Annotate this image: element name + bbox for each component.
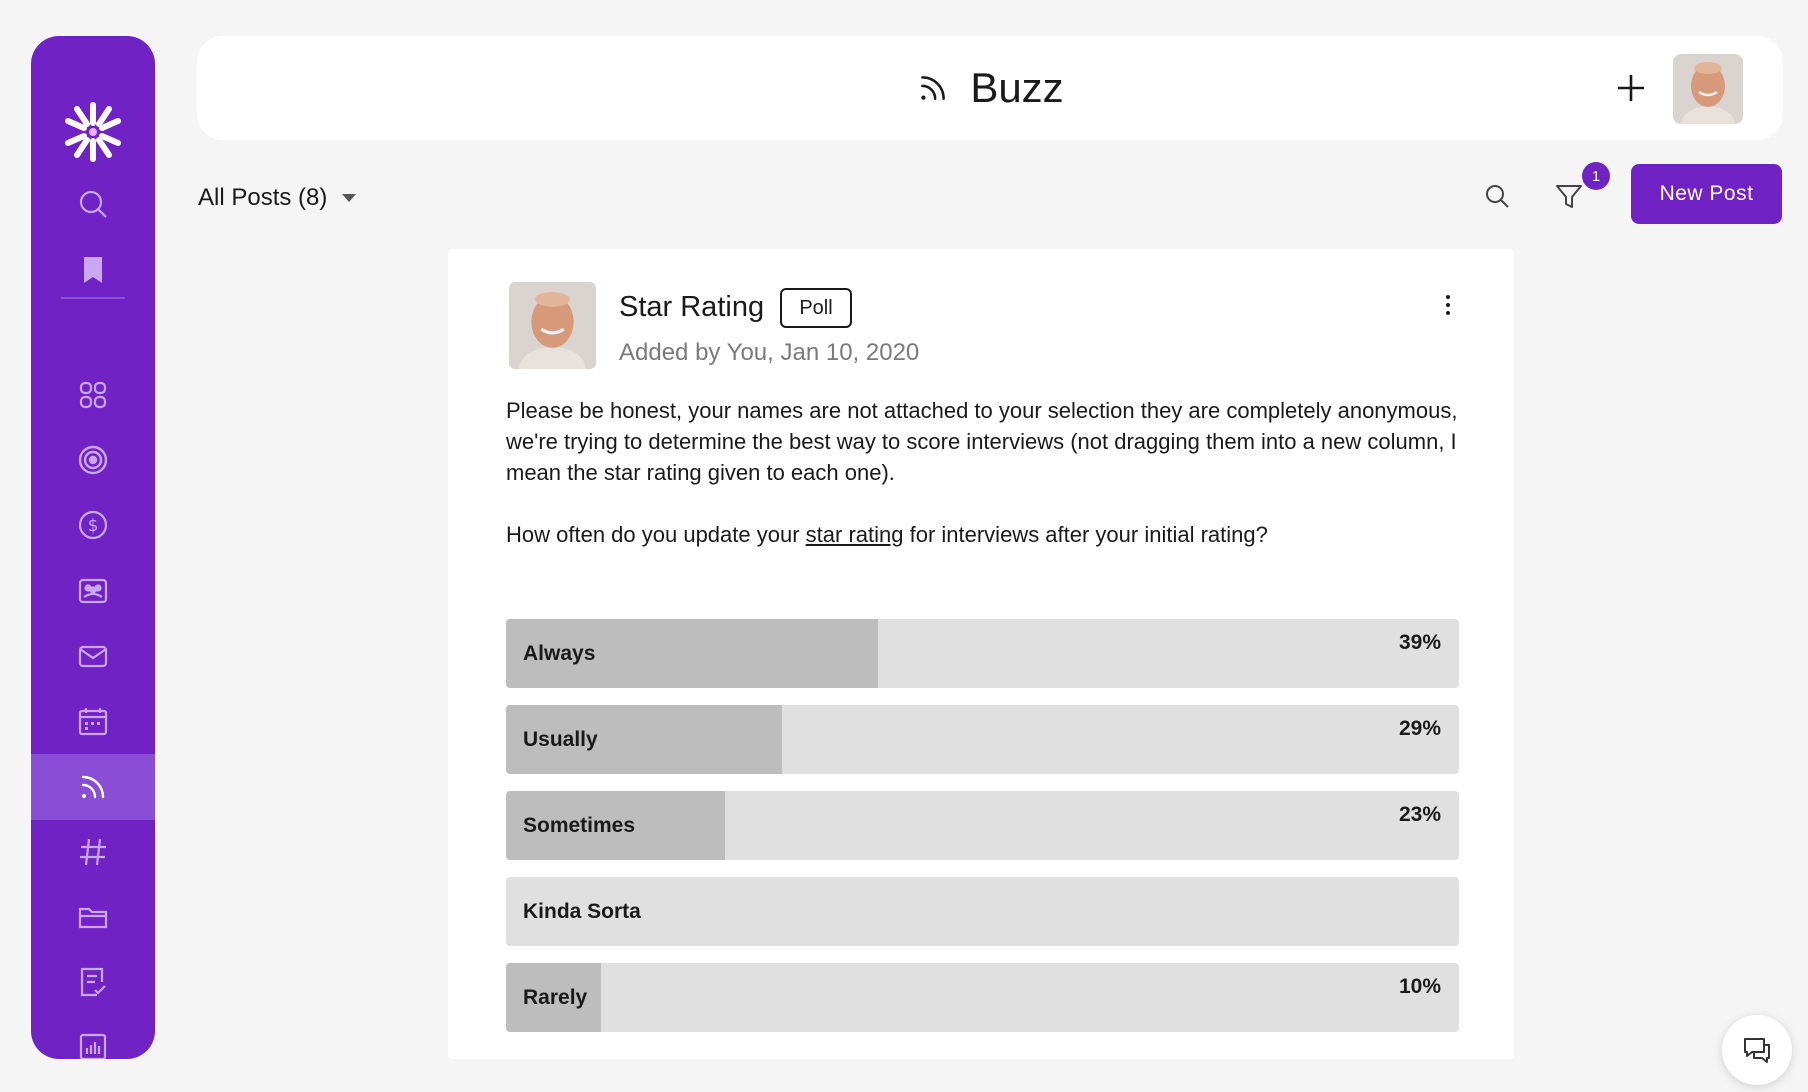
sidebar-item-mail[interactable] [31,624,155,688]
app-logo-icon [60,99,126,165]
sidebar-item-tasks[interactable] [31,950,155,1014]
sidebar-item-search[interactable] [31,172,155,236]
post-body: Please be honest, your names are not attached to your selection they are completely anonymous, we're trying to determine the best way to score interviews (not dragging them into a new column, I mean the star rating given to each one). [506,398,1458,485]
sidebar-divider [61,297,125,299]
more-dot [1446,295,1450,299]
bar-chart-icon [77,1031,109,1059]
svg-text:$: $ [87,516,99,536]
poll-option-label: Kinda Sorta [523,899,641,923]
poll-badge: Poll [780,288,852,328]
more-dot [1446,311,1450,315]
sidebar-item-deals[interactable] [31,493,155,557]
checklist-icon [77,966,109,998]
user-avatar[interactable] [1673,54,1743,124]
more-options-button[interactable] [1438,287,1458,323]
folder-icon [77,901,109,933]
post-author-avatar[interactable] [509,282,596,369]
plus-icon [1616,73,1646,103]
poll-option-label: Rarely [523,985,588,1009]
add-button[interactable] [1607,64,1655,112]
sidebar-item-goals[interactable] [31,428,155,492]
poll-question [506,519,1466,550]
sidebar-item-calendar[interactable] [31,689,155,753]
poll-question-prefix: How often do you update your [506,522,806,547]
sidebar-item-channels[interactable] [31,820,155,884]
sidebar [31,36,155,1059]
people-card-icon [77,575,109,607]
poll-option-percent: 29% [1398,717,1441,740]
poll-option-label: Always [523,641,596,665]
posts-filter-label: All Posts (8) [198,184,328,211]
target-icon [77,444,109,476]
new-post-button[interactable]: New Post [1631,164,1782,224]
poll-option[interactable] [506,877,1459,946]
sidebar-item-contacts[interactable] [31,559,155,623]
more-dot [1446,303,1450,307]
dollar-icon [77,509,109,541]
chat-button[interactable] [1722,1015,1792,1085]
poll-option[interactable] [506,963,1459,1032]
poll-option[interactable] [506,619,1459,688]
sidebar-item-buzz[interactable] [31,754,155,820]
poll-options [506,619,1459,1049]
rss-icon [916,71,950,105]
posts-filter-dropdown[interactable] [198,180,357,216]
poll-option-percent: 23% [1398,803,1441,826]
funnel-icon [1555,182,1583,210]
sidebar-item-bookmarks[interactable] [31,238,155,302]
page-title [197,36,1783,140]
poll-option[interactable] [506,705,1459,774]
poll-option-percent: 10% [1398,975,1441,998]
grid-icon [77,379,109,411]
avatar-photo [1673,54,1743,124]
search-button[interactable] [1477,176,1517,216]
search-icon [77,188,109,220]
search-icon [1484,183,1510,209]
poll-question-suffix: for interviews after your initial rating? [903,522,1268,547]
sidebar-item-dashboard[interactable] [31,363,155,427]
avatar-photo [509,282,596,369]
rss-icon [77,771,109,803]
top-header [197,36,1783,140]
sidebar-item-files[interactable] [31,885,155,949]
page-title-text: Buzz [970,64,1064,111]
star-rating-link[interactable]: star rating [805,522,904,547]
filter-count-badge: 1 [1582,162,1610,190]
mail-icon [77,640,109,672]
bookmark-icon [77,254,109,286]
poll-option-percent: 39% [1398,631,1441,654]
poll-option-label: Sometimes [523,813,636,837]
calendar-icon [77,705,109,737]
poll-option[interactable] [506,791,1459,860]
hash-icon [77,836,109,868]
chat-bubbles-icon [1742,1036,1772,1064]
post-meta: Added by You, Jan 10, 2020 [619,339,920,366]
poll-option-label: Usually [523,727,598,751]
post-title[interactable]: Star Rating [619,291,765,323]
app-logo[interactable] [31,92,155,172]
caret-down-icon [341,193,357,203]
sidebar-item-reports[interactable] [31,1015,155,1059]
post-card [448,249,1514,1059]
